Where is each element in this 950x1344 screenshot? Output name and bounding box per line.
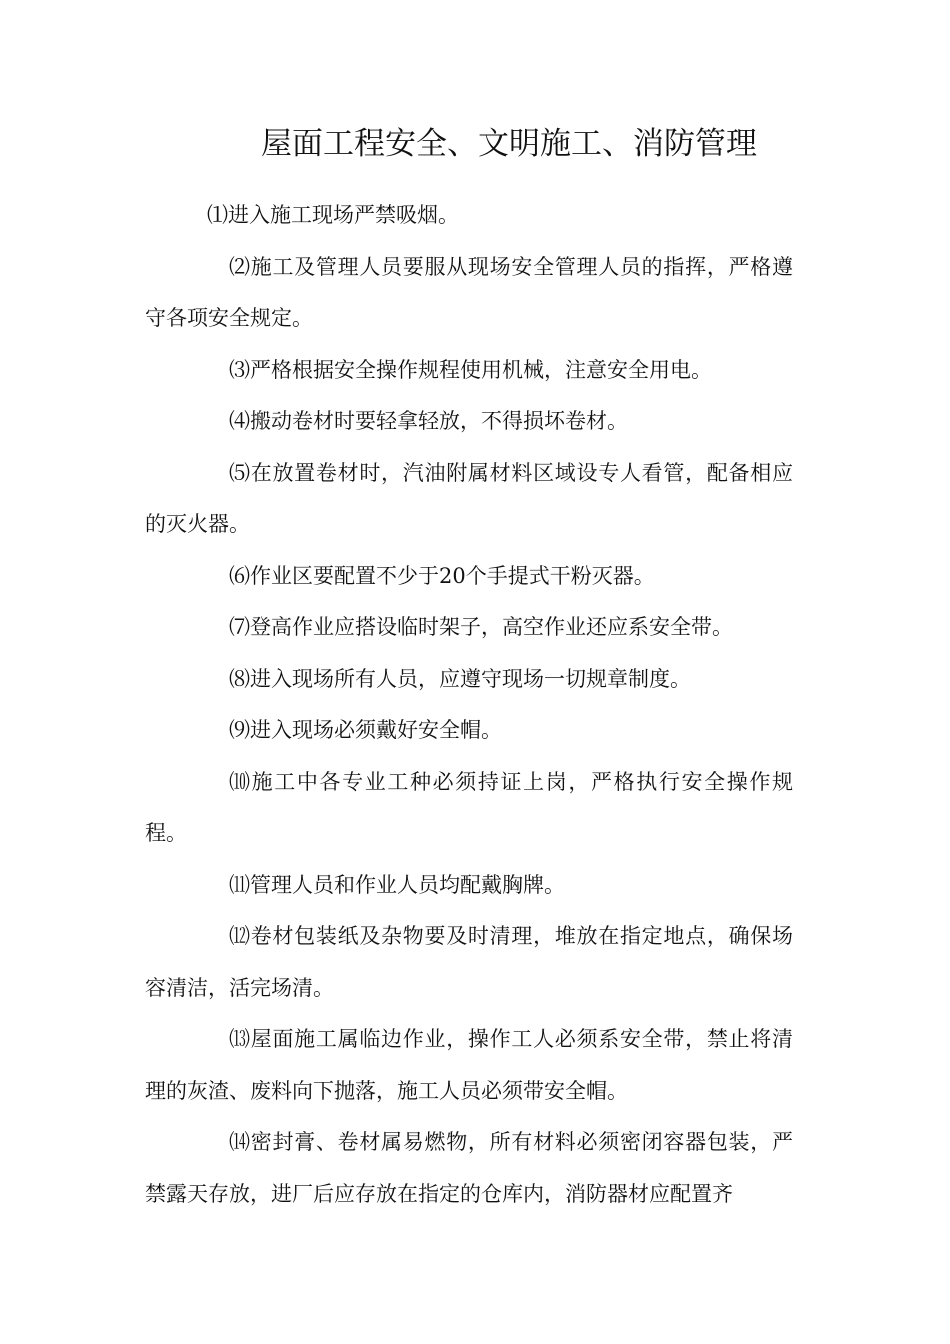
paragraph-item-8: ⑻进入现场所有人员，应遵守现场一切规章制度。 (229, 666, 691, 691)
paragraph-item-14: ⒁密封膏、卷材属易燃物，所有材料必须密闭容器包装，严禁露天存放，进厂后应存放在指定的仓库内，消防器材应配置齐 (145, 1130, 793, 1206)
paragraph-item-9: ⑼进入现场必须戴好安全帽。 (229, 718, 502, 742)
document-body (145, 190, 793, 1220)
paragraph-item-10: ⑽施工中各专业工种必须持证上岗，严格执行安全操作规程。 (145, 769, 793, 845)
document-title: 屋面工程安全、文明施工、消防管理 (261, 126, 757, 162)
paragraph-item-3: ⑶严格根据安全操作规程使用机械，注意安全用电。 (229, 357, 712, 382)
paragraph-item-4: ⑷搬动卷材时要轻拿轻放，不得损坏卷材。 (229, 409, 628, 433)
paragraph-item-2: ⑵施工及管理人员要服从现场安全管理人员的指挥，严格遵守各项安全规定。 (145, 254, 793, 330)
paragraph-item-5: ⑸在放置卷材时，汽油附属材料区域设专人看管，配备相应的灭火器。 (145, 460, 793, 536)
paragraph-item-1: ⑴进入施工现场严禁吸烟。 (207, 203, 459, 227)
paragraph-item-12: ⑿卷材包装纸及杂物要及时清理，堆放在指定地点，确保场容清洁，活完场清。 (145, 924, 793, 1000)
paragraph-item-11: ⑾管理人员和作业人员均配戴胸牌。 (229, 872, 565, 897)
paragraph-item-6: ⑹作业区要配置不少于20个手提式干粉灭器。 (229, 563, 655, 588)
paragraph-item-7: ⑺登高作业应搭设临时架子，高空作业还应系安全带。 (229, 615, 733, 639)
paragraph-item-13: ⒀屋面施工属临边作业，操作工人必须系安全带，禁止将清理的灰渣、废料向下抛落，施工人员必须带安全帽。 (145, 1027, 793, 1103)
